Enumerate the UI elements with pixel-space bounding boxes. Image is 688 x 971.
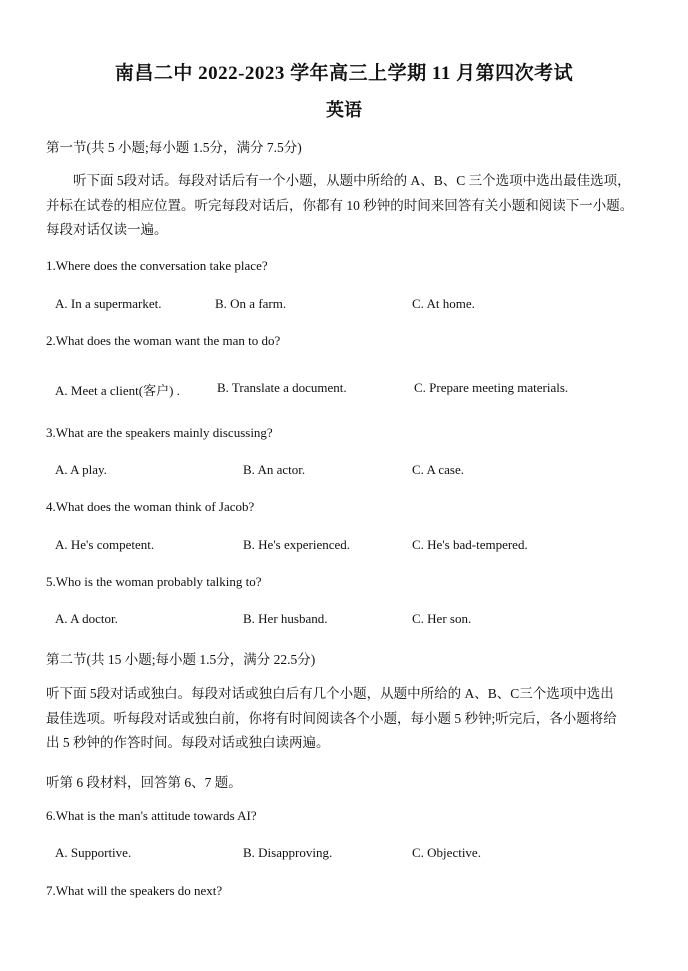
section1-heading: 第一节(共 5 小题;每小题 1.5分，满分 7.5分) (46, 140, 302, 155)
option-b: B. He's experienced. (243, 537, 351, 552)
question-stem: 2.What does the woman want the man to do? (46, 333, 281, 348)
question-stem: 3.What are the speakers mainly discussing? (46, 425, 273, 440)
option-b: B. An actor. (243, 462, 306, 477)
option-b: B. Disapproving. (243, 845, 333, 860)
option-c: C. A case. (412, 462, 464, 477)
option-c: C. Objective. (412, 845, 481, 860)
option-b: B. Translate a document. (217, 380, 347, 395)
option-c: C. Prepare meeting materials. (414, 380, 569, 395)
option-a: A. Meet a client(客户) . (55, 383, 180, 398)
option-a: A. A doctor. (55, 611, 118, 626)
instruction-line: 出 5 秒钟的作答时间。每段对话或独白读两遍。 (46, 735, 330, 750)
option-b: B. Her husband. (243, 611, 328, 626)
question-stem: 7.What will the speakers do next? (46, 883, 223, 898)
instruction-line: 并标在试卷的相应位置。听完每段对话后，你都有 10 秒钟的时间来回答有关小题和阅读下一小题。 (46, 197, 634, 213)
instruction-line: 听下面 5段对话。每段对话后有一个小题，从题中所给的 A、B、C 三个选项中选出最佳选项， (73, 173, 631, 188)
option-c: C. He's bad-tempered. (412, 537, 528, 552)
question-stem: 1.Where does the conversation take place? (46, 258, 268, 273)
option-c: C. Her son. (412, 611, 472, 626)
instruction-line: 每段对话仅读一遍。 (46, 222, 168, 237)
instruction-line: 听下面 5段对话或独白。每段对话或独白后有几个小题，从题中所给的 A、B、C三个选项中选出 (46, 686, 614, 701)
option-a: A. Supportive. (55, 845, 132, 860)
subject-title: 英语 (326, 100, 362, 120)
option-a: A. In a supermarket. (55, 296, 162, 311)
question-stem: 6.What is the man's attitude towards AI? (46, 808, 257, 823)
question-stem: 5.Who is the woman probably talking to? (46, 574, 262, 589)
option-a: A. A play. (55, 462, 107, 477)
option-c: C. At home. (412, 296, 475, 311)
material-note: 听第 6 段材料，回答第 6、7 题。 (46, 775, 242, 790)
instruction-line: 最佳选项。听每段对话或独白前，你将有时间阅读各个小题，每小题 5 秒钟;听完后，各小题将给 (46, 710, 617, 726)
section1-instructions (46, 169, 646, 243)
question-stem: 4.What does the woman think of Jacob? (46, 499, 255, 514)
exam-title: 南昌二中 2022-2023 学年高三上学期 11 月第四次考试 (114, 63, 574, 84)
option-b: B. On a farm. (215, 296, 287, 311)
section2-heading: 第二节(共 15 小题;每小题 1.5分，满分 22.5分) (46, 652, 316, 667)
section2-instructions (46, 682, 646, 756)
option-a: A. He's competent. (55, 537, 155, 552)
